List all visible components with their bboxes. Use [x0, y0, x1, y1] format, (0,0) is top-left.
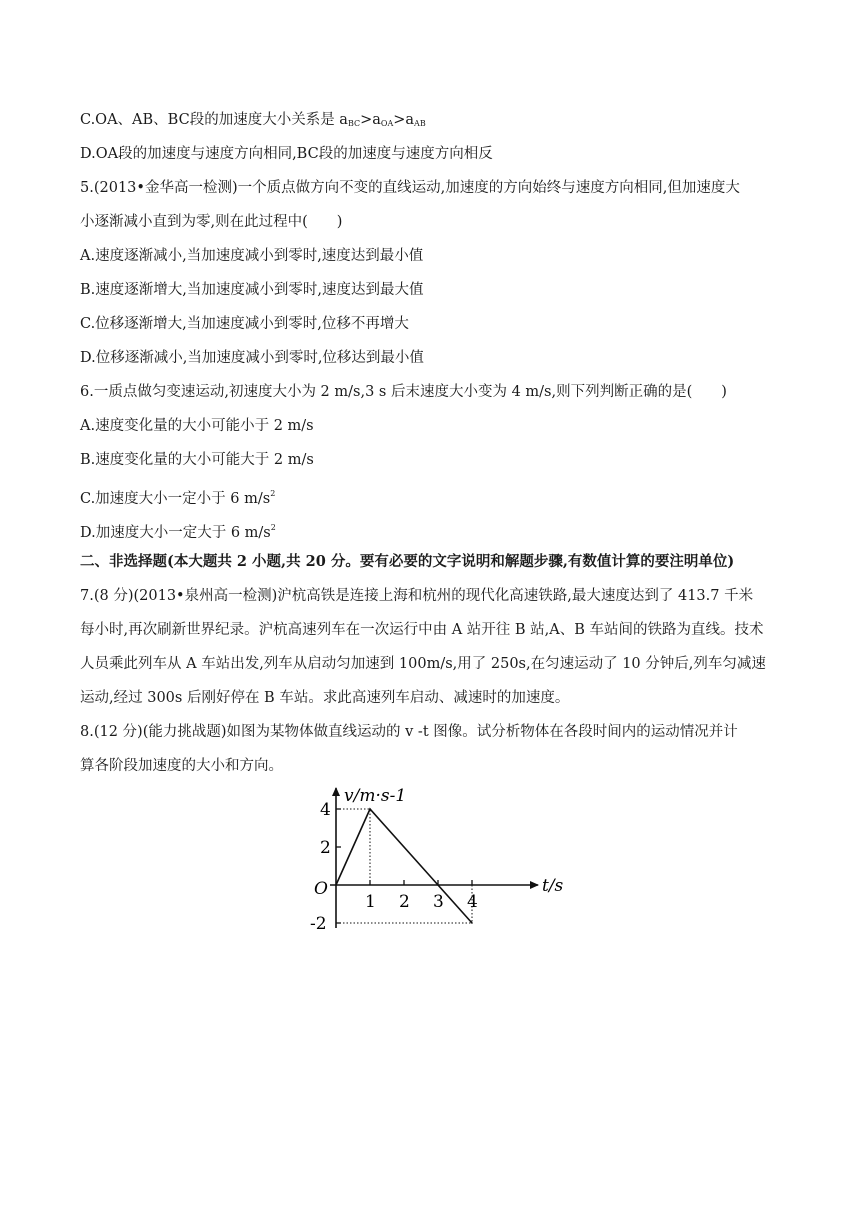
q4-option-c-text: C.OA、AB、BC段的加速度大小关系是 a: [80, 112, 348, 128]
data-point: [335, 884, 337, 886]
q5-option-c: C.位移逐渐增大,当加速度减小到零时,位移不再增大: [80, 316, 409, 332]
origin-label: O: [314, 879, 328, 899]
subscript-bc: BC: [347, 119, 361, 128]
q6-option-d: [80, 518, 276, 543]
q4-gt-2: >a: [393, 112, 415, 128]
q5-option-b: B.速度逐渐增大,当加速度减小到零时,速度达到最大值: [80, 282, 424, 298]
q4-option-c: [80, 110, 426, 134]
q4-gt-1: >a: [360, 112, 381, 128]
x-tick-label: 1: [365, 892, 376, 912]
superscript-2: 2: [270, 523, 276, 532]
data-point: [471, 922, 473, 924]
q6-option-a: A.速度变化量的大小可能小于 2 m/s: [80, 418, 314, 434]
q7-stem-3: 人员乘此列车从 A 车站出发,列车从启动匀加速到 100m/s,用了 250s,在匀速运动了 10 分钟后,列车匀减速: [80, 656, 766, 672]
subscript-ab: AB: [414, 119, 426, 128]
x-axis-label: t/s: [542, 876, 564, 896]
data-point: [437, 884, 439, 886]
vt-graph: [300, 778, 580, 938]
q5-option-d: D.位移逐渐减小,当加速度减小到零时,位移达到最小值: [80, 350, 424, 366]
y-axis-label: v/m·s-1: [344, 786, 407, 806]
q4-option-d: D.OA段的加速度与速度方向相同,BC段的加速度与速度方向相反: [80, 146, 493, 162]
q7-stem-1: 7.(8 分)(2013•泉州高一检测)沪杭高铁是连接上海和杭州的现代化高速铁路,最大速度达到了 413.7 千米: [80, 588, 754, 604]
subscript-oa: OA: [380, 119, 394, 128]
y-tick-label: 2: [320, 838, 331, 858]
section-heading: 二、非选择题(本大题共 2 小题,共 20 分。要有必要的文字说明和解题步骤,有数值计算的要注明单位): [80, 553, 735, 570]
vt-graph-svg: [300, 778, 580, 938]
q6-stem: 6.一质点做匀变速运动,初速度大小为 2 m/s,3 s 后末速度大小变为 4 m/s,则下列判断正确的是( ): [80, 384, 727, 400]
y-tick-label: 4: [320, 800, 331, 820]
x-tick-label: 3: [433, 892, 444, 912]
q7-stem-4: 运动,经过 300s 后刚好停在 B 车站。求此高速列车启动、减速时的加速度。: [80, 690, 570, 706]
x-tick-label: 2: [399, 892, 410, 912]
q6-option-b: B.速度变化量的大小可能大于 2 m/s: [80, 452, 314, 468]
x-tick-label: 4: [467, 892, 478, 912]
q8-stem-1: 8.(12 分)(能力挑战题)如图为某物体做直线运动的 v -t 图像。试分析物体在各段时间内的运动情况并计: [80, 724, 738, 740]
q7-stem-2: 每小时,再次刷新世界纪录。沪杭高速列车在一次运行中由 A 站开往 B 站,A、B 车站间的铁路为直线。技术: [80, 622, 764, 638]
ticks-group: [310, 800, 478, 934]
q8-stem-2: 算各阶段加速度的大小和方向。: [80, 758, 283, 774]
y-tick-label: -2: [310, 914, 327, 934]
q5-stem-2: 小逐渐减小直到为零,则在此过程中( ): [80, 214, 343, 230]
q6-option-d-text: D.加速度大小一定大于 6 m/s: [80, 525, 271, 541]
superscript-2: 2: [270, 489, 276, 498]
q6-option-c-text: C.加速度大小一定小于 6 m/s: [80, 491, 271, 507]
data-point: [369, 808, 371, 810]
q5-stem-1: 5.(2013•金华高一检测)一个质点做方向不变的直线运动,加速度的方向始终与速度方向相同,但加速度大: [80, 180, 740, 196]
q5-option-a: A.速度逐渐减小,当加速度减小到零时,速度达到最小值: [80, 248, 424, 264]
q6-option-c: [80, 484, 275, 509]
